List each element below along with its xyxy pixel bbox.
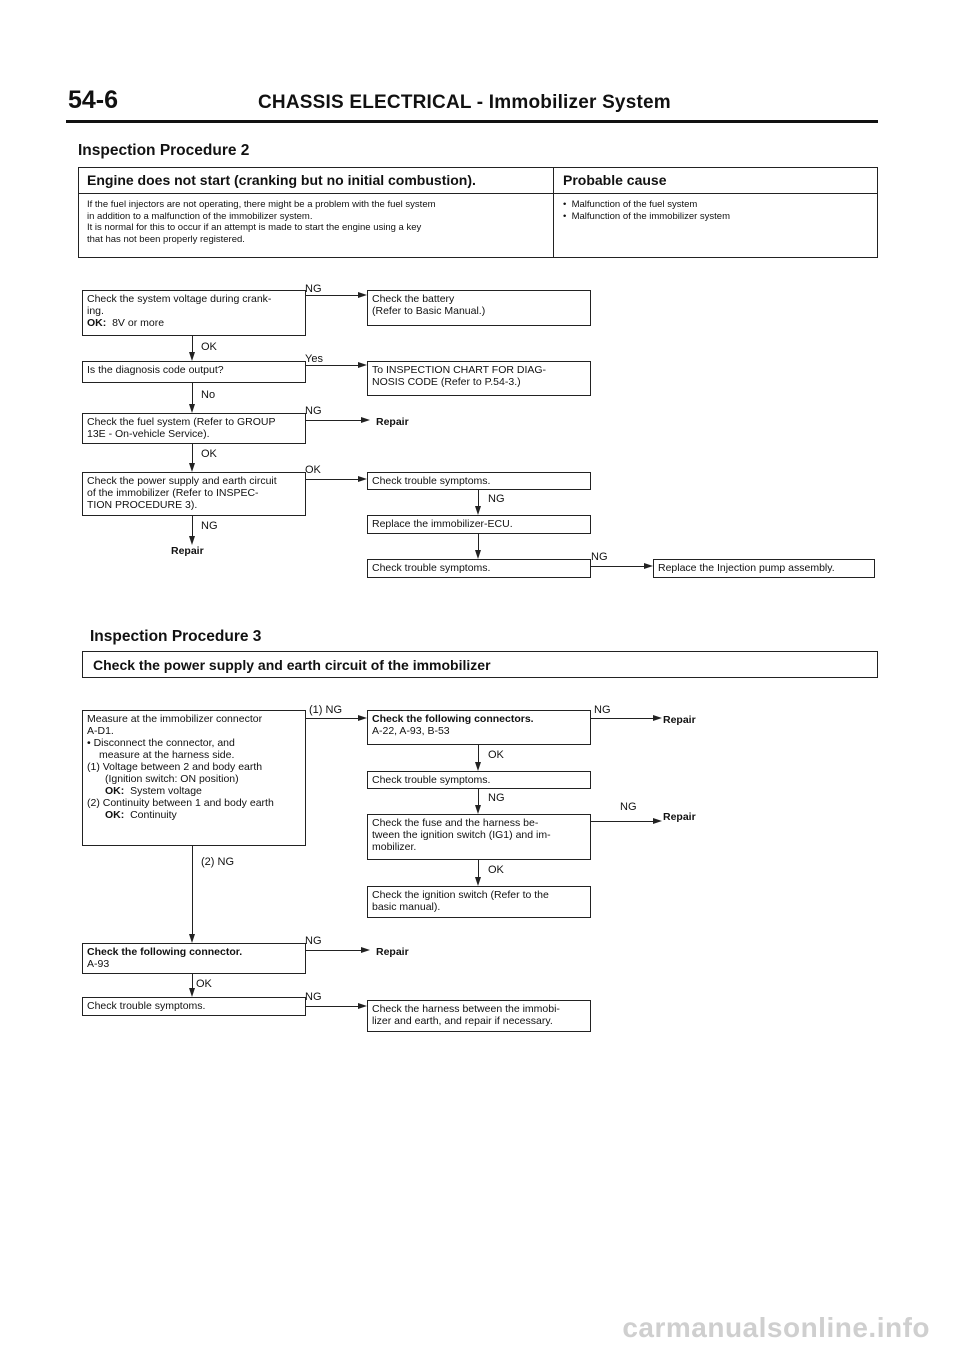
table-column-divider	[553, 168, 554, 257]
arrow-right-icon	[644, 563, 653, 569]
probable-cause-list	[563, 199, 730, 222]
description-line: If the fuel injectors are not operating, there might be a problem with the fuel system	[87, 199, 436, 210]
check-fuse-harness-box	[367, 814, 591, 860]
box-line: mobilizer.	[372, 841, 417, 853]
connector-line	[591, 821, 653, 822]
procedure-2-summary-table	[78, 167, 878, 258]
branch-label: NG	[305, 935, 322, 947]
connector-line	[591, 718, 653, 719]
box-line: lizer and earth, and repair if necessary.	[372, 1015, 553, 1027]
branch-label: Yes	[305, 353, 323, 365]
box-line: To INSPECTION CHART FOR DIAG-	[372, 364, 547, 376]
box-line: (Ignition switch: ON position)	[105, 773, 239, 785]
connector-line	[478, 534, 479, 550]
check-battery-box	[367, 290, 591, 326]
box-line: Check the battery	[372, 293, 455, 305]
box-line: Check the harness between the immobi-	[372, 1003, 560, 1015]
branch-label: NG	[305, 283, 322, 295]
check-power-supply-box	[82, 472, 306, 516]
connector-line	[306, 365, 358, 366]
connector-line	[478, 860, 479, 877]
connector-line	[591, 566, 644, 567]
arrow-down-icon	[475, 506, 481, 515]
diagnosis-code-output-box	[82, 361, 306, 383]
arrow-right-icon	[361, 947, 370, 953]
box-line: Check the power supply and earth circuit	[87, 475, 277, 487]
box-line: Replace the Injection pump assembly.	[658, 562, 835, 574]
box-line: (2) Continuity between 1 and body earth	[87, 797, 274, 809]
connector-line	[306, 718, 358, 719]
connector-line	[192, 336, 193, 352]
cause-item: • Malfunction of the immobilizer system	[563, 210, 730, 222]
repair-label: Repair	[376, 416, 409, 428]
arrow-right-icon	[358, 476, 367, 482]
arrow-down-icon	[475, 877, 481, 886]
page-number: 54-6	[68, 86, 119, 114]
connector-line	[192, 516, 193, 536]
connector-line	[478, 745, 479, 762]
box-line: Replace the immobilizer-ECU.	[372, 518, 513, 530]
box-line: Measure at the immobilizer connector	[87, 713, 263, 725]
box-line: Check trouble symptoms.	[372, 562, 491, 574]
box-line: A-93	[87, 958, 110, 970]
box-line: Check the fuse and the harness be-	[372, 817, 539, 829]
box-line: Check the following connectors.	[372, 713, 534, 725]
procedure-2-title: Inspection Procedure 2	[78, 142, 250, 159]
description-line: It is normal for this to occur if an attempt is made to start the engine using a key	[87, 222, 422, 233]
branch-label: NG	[620, 801, 637, 813]
box-line: A-D1.	[87, 725, 114, 737]
repair-label: Repair	[376, 946, 409, 958]
box-line: Check the fuel system (Refer to GROUP	[87, 416, 276, 428]
arrow-right-icon	[653, 715, 662, 721]
box-line: TION PROCEDURE 3).	[87, 499, 198, 511]
box-line: OK: 8V or more	[87, 317, 165, 329]
procedure-3-title: Inspection Procedure 3	[90, 628, 262, 645]
box-line: tween the ignition switch (IG1) and im-	[372, 829, 551, 841]
arrow-down-icon	[475, 805, 481, 814]
repair-label: Repair	[663, 811, 696, 823]
box-line: Is the diagnosis code output?	[87, 364, 224, 376]
box-line: Check the following connector.	[87, 946, 243, 958]
header-rule	[66, 120, 878, 123]
branch-label: NG	[488, 493, 505, 505]
connector-line	[478, 789, 479, 805]
check-fuel-system-box	[82, 413, 306, 444]
branch-label: OK	[196, 978, 212, 990]
branch-label: (2) NG	[201, 856, 234, 868]
connector-line	[478, 490, 479, 506]
connector-line	[306, 420, 361, 421]
branch-label: OK	[201, 341, 217, 353]
box-line: ing.	[87, 305, 104, 317]
arrow-right-icon	[358, 1003, 367, 1009]
arrow-right-icon	[653, 818, 662, 824]
branch-label: NG	[488, 792, 505, 804]
procedure-3-condition: Check the power supply and earth circuit of the immobilizer	[93, 657, 491, 673]
branch-label: NG	[591, 551, 608, 563]
connector-line	[192, 383, 193, 404]
connector-line	[306, 479, 358, 480]
arrow-right-icon	[358, 715, 367, 721]
check-harness-earth-box	[367, 1000, 591, 1032]
arrow-down-icon	[189, 463, 195, 472]
repair-label: Repair	[663, 714, 696, 726]
box-line: (Refer to Basic Manual.)	[372, 305, 486, 317]
box-line: measure at the harness side.	[99, 749, 235, 761]
arrow-right-icon	[358, 362, 367, 368]
arrow-down-icon	[189, 988, 195, 997]
check-trouble-symptoms-box	[367, 472, 591, 490]
arrow-down-icon	[189, 934, 195, 943]
repair-label: Repair	[171, 545, 204, 557]
check-trouble-symptoms-box	[82, 997, 306, 1016]
branch-label: No	[201, 389, 216, 401]
box-line: 13E - On-vehicle Service).	[87, 428, 210, 440]
branch-label: NG	[594, 704, 611, 716]
box-line: Check the system voltage during crank-	[87, 293, 272, 305]
box-line: Check trouble symptoms.	[87, 1000, 206, 1012]
replace-immobilizer-ecu-box	[367, 515, 591, 534]
connector-line	[192, 846, 193, 934]
branch-label: NG	[201, 520, 218, 532]
box-line: OK: System voltage	[105, 785, 202, 797]
arrow-down-icon	[475, 550, 481, 559]
arrow-down-icon	[189, 404, 195, 413]
diagnosis-chart-box	[367, 361, 591, 396]
arrow-right-icon	[358, 292, 367, 298]
branch-label: (1) NG	[309, 704, 342, 716]
connector-line	[306, 950, 361, 951]
box-line: A-22, A-93, B-53	[372, 725, 450, 737]
box-line: Check trouble symptoms.	[372, 774, 491, 786]
connector-line	[306, 295, 358, 296]
box-line: (1) Voltage between 2 and body earth	[87, 761, 263, 773]
page-title: CHASSIS ELECTRICAL - Immobilizer System	[258, 92, 671, 113]
check-trouble-symptoms-box	[367, 559, 591, 578]
measure-connector-box	[82, 710, 306, 846]
procedure-2-condition: Engine does not start (cranking but no initial combustion).	[87, 172, 476, 188]
branch-label: OK	[488, 749, 504, 761]
connector-line	[192, 444, 193, 463]
box-line: OK: Continuity	[105, 809, 177, 821]
table-divider	[79, 193, 877, 194]
check-trouble-symptoms-box	[367, 771, 591, 789]
description-line: in addition to a malfunction of the immobilizer system.	[87, 210, 313, 222]
connector-line	[192, 974, 193, 988]
arrow-down-icon	[189, 352, 195, 361]
check-ignition-switch-box	[367, 886, 591, 918]
site-watermark: carmanualsonline.info	[622, 1312, 930, 1343]
branch-label: NG	[305, 405, 322, 417]
connector-line	[306, 1006, 358, 1007]
arrow-right-icon	[361, 417, 370, 423]
arrow-down-icon	[475, 762, 481, 771]
branch-label: NG	[305, 991, 322, 1003]
arrow-down-icon	[189, 536, 195, 545]
check-connectors-box	[367, 710, 591, 745]
branch-label: OK	[488, 864, 504, 876]
box-line: basic manual).	[372, 901, 441, 913]
box-line: NOSIS CODE (Refer to P.54-3.)	[372, 376, 521, 388]
probable-cause-heading: Probable cause	[563, 172, 667, 188]
box-line: • Disconnect the connector, and	[87, 737, 235, 749]
check-system-voltage-box	[82, 290, 306, 336]
box-line: Check trouble symptoms.	[372, 475, 491, 487]
branch-label: OK	[305, 464, 321, 476]
cause-item: • Malfunction of the fuel system	[563, 199, 698, 210]
check-connector-a93-box	[82, 943, 306, 974]
description-line: that has not been properly registered.	[87, 233, 245, 245]
replace-injection-pump-box	[653, 559, 875, 578]
procedure-3-condition-box	[82, 651, 878, 678]
procedure-2-description	[87, 199, 436, 245]
branch-label: OK	[201, 448, 217, 460]
box-line: Check the ignition switch (Refer to the	[372, 889, 549, 901]
box-line: of the immobilizer (Refer to INSPEC-	[87, 487, 259, 499]
